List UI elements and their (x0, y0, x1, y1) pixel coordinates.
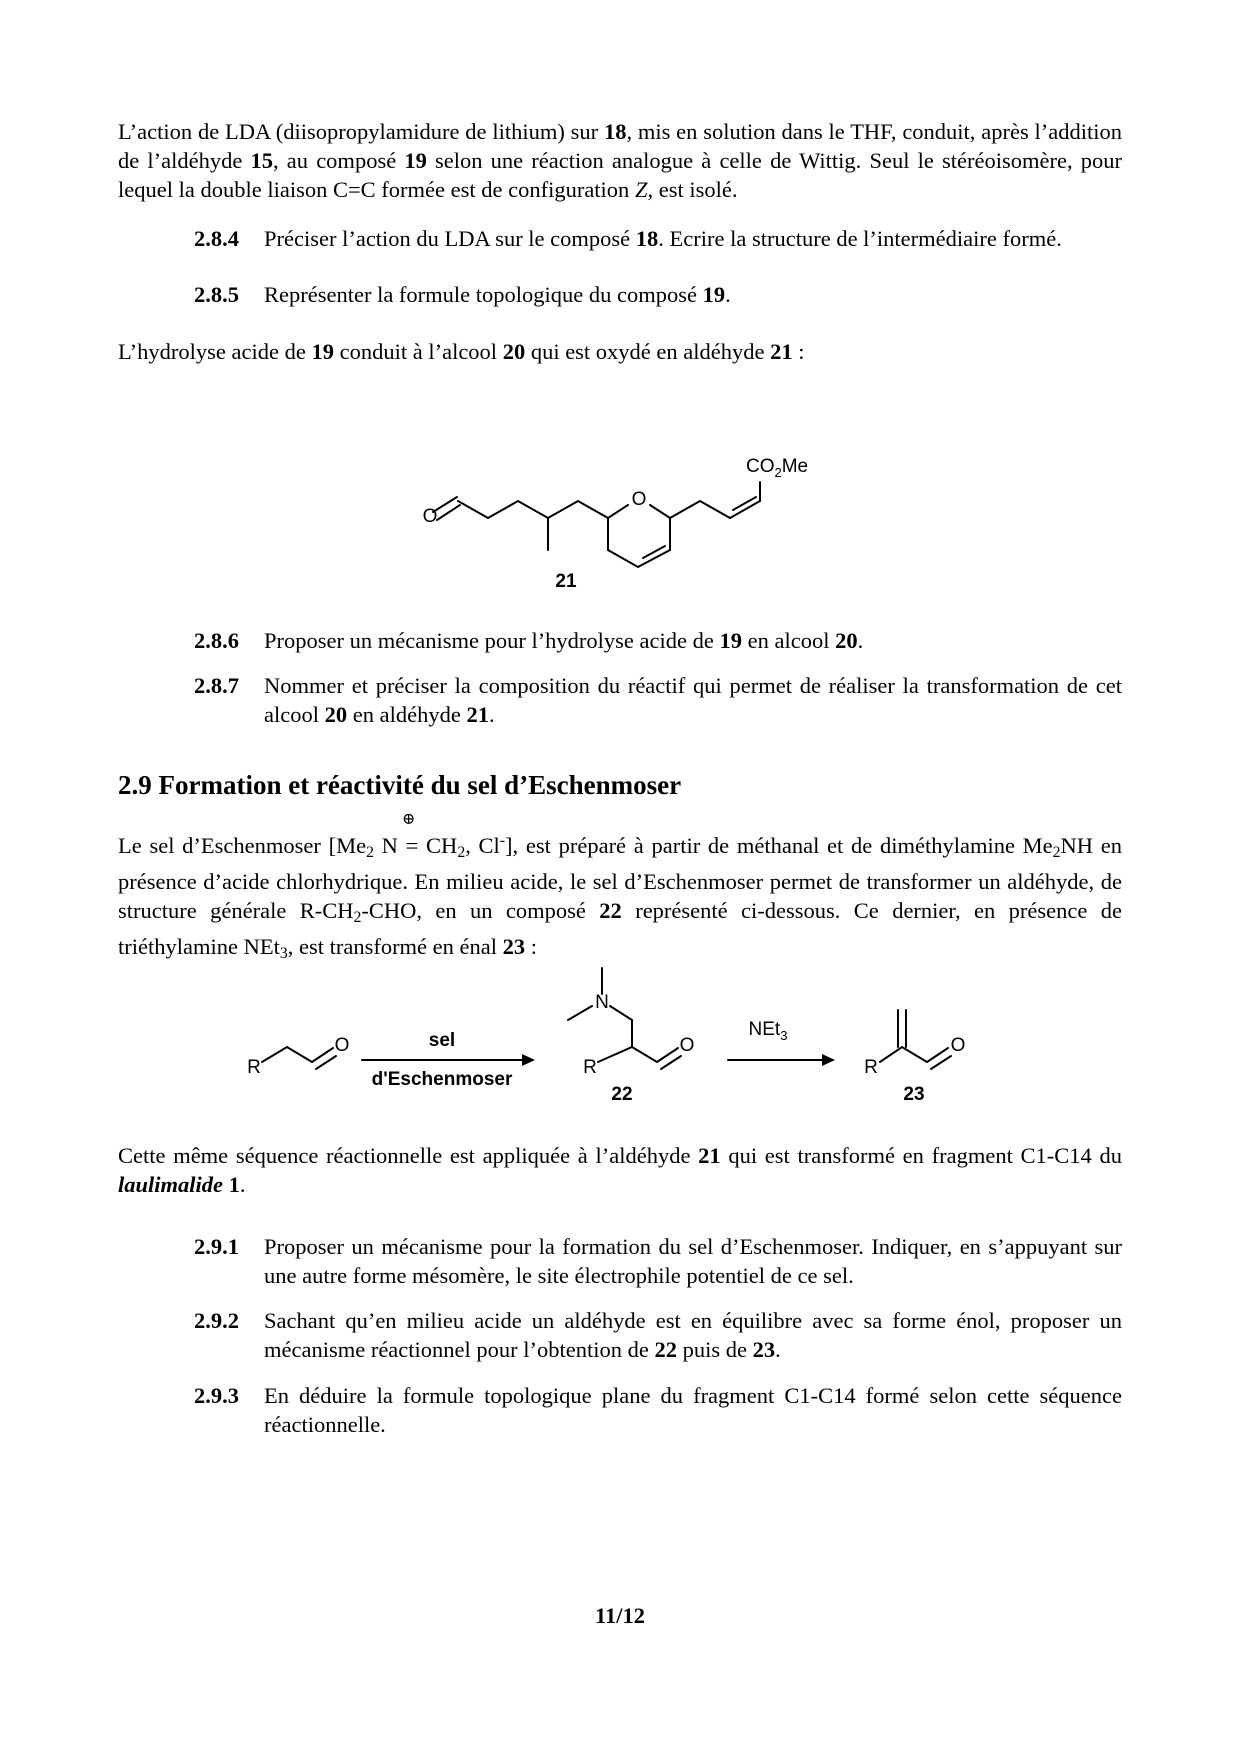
eschenmoser-paragraph (118, 826, 1122, 968)
ring-oxygen-atom: O (631, 489, 647, 510)
compound-ref: 22 (654, 1337, 677, 1362)
side-chain-bonds (670, 501, 730, 518)
positive-charge-symbol: ⊕ (402, 811, 416, 828)
text-span: NH en présence d’acide chlorhydrique. En milieu acide, le sel d’Eschenmoser permet de transformer un aldéhyde, de structure générale R-CH (118, 832, 1122, 923)
text-span: Le sel d’Eschenmoser [Me (118, 832, 367, 858)
text-span: N = CH (373, 832, 458, 858)
ester-subscript: 2 (774, 465, 782, 480)
r-group: R (247, 1057, 261, 1078)
r-group: R (864, 1057, 878, 1078)
arrow-1-top-label: sel (428, 1030, 456, 1051)
compound-label: 22 (611, 1084, 633, 1105)
question-2-8-5 (194, 280, 1122, 309)
arrow-1-bottom-label: d'Eschenmoser (371, 1069, 513, 1090)
text-span: représenté ci-dessous. Ce dernier, en présence de triéthylamine NEt (118, 897, 1122, 959)
subscript: 2 (457, 843, 466, 861)
question-number: 2.8.7 (194, 673, 239, 698)
compound-ref: 20 (502, 339, 526, 364)
subscript: 2 (366, 843, 374, 861)
text-span: . (857, 628, 864, 653)
chain-bonds (598, 1047, 657, 1062)
cis-double-bond-inner (733, 497, 756, 510)
text-span: Sachant qu’en milieu acide un aldéhyde est en équilibre avec sa forme énol, proposer un mécanisme réactionnel pour l’obtention de (264, 1308, 1122, 1362)
compound-ref: 20 (835, 628, 858, 653)
question-number: 2.8.6 (194, 628, 239, 653)
question-number: 2.8.5 (194, 282, 239, 307)
molecule-21-structure (400, 440, 830, 600)
ester-group (746, 456, 808, 480)
compound-ref: 21 (770, 339, 793, 364)
text-span: . Ecrire la structure de l’intermédiaire formé. (658, 226, 1062, 251)
question-2-8-7 (194, 671, 1122, 729)
n-ch2-bond (610, 1006, 632, 1020)
question-text: Proposer un mécanisme pour la formation du sel d’Eschenmoser. Indiquer, en s’appuyant sur une autre forme mésomère, le site électrophile potentiel de ce sel. (264, 1234, 1122, 1288)
text-span: ], est préparé à partir de méthanal et de diméthylamine Me (505, 832, 1053, 858)
text-span: : (792, 339, 805, 364)
question-number: 2.9.2 (194, 1308, 239, 1333)
question-2-9-2 (194, 1306, 1122, 1364)
text-span: , au composé (273, 148, 405, 173)
ring-bonds (608, 518, 670, 567)
text-span: : (525, 933, 538, 959)
text-span: . (725, 282, 731, 307)
hydrolysis-paragraph (118, 337, 1122, 366)
reagent-text: NEt (748, 1019, 781, 1040)
section-heading: 2.9 Formation et réactivité du sel d’Eschenmoser (118, 770, 682, 800)
compound-ref: 23 (752, 1337, 776, 1362)
question-text (264, 626, 1122, 655)
text-span: conduit à l’alcool (333, 339, 503, 364)
chain-bonds (880, 1047, 927, 1062)
text-span: qui est transformé en fragment C1-C14 du (720, 1143, 1122, 1168)
compound-label: 21 (555, 571, 577, 592)
nitrogen-atom: N (595, 992, 609, 1013)
compound-ref: 21 (466, 702, 489, 727)
text-span: Nommer et préciser la composition du réactif qui permet de réaliser la transformation de cet alcool (264, 673, 1122, 727)
text-span: , mis en solution dans le THF, conduit, après l’addition de l’aldéhyde (118, 119, 1122, 173)
compound-ref: 19 (719, 628, 742, 653)
text-span: qui est oxydé en aldéhyde (525, 339, 771, 364)
question-text (264, 671, 1122, 729)
reagent-subscript: 3 (780, 1028, 788, 1043)
compound-ref: 20 (324, 702, 348, 727)
text-span: Représenter la formule topologique du composé (264, 282, 703, 307)
ring-bond (650, 505, 670, 518)
intro-paragraph (118, 117, 1122, 204)
compound-ref: 21 (698, 1143, 721, 1168)
reaction-scheme (230, 955, 1010, 1125)
text-span: . (239, 1172, 246, 1197)
question-2-8-6 (194, 626, 1122, 655)
subscript: 2 (353, 908, 362, 926)
compound-ref: 22 (599, 897, 622, 923)
subscript: 2 (1052, 843, 1061, 861)
question-text (264, 280, 1122, 309)
ester-text: Me (781, 456, 809, 477)
question-number: 2.9.3 (194, 1383, 239, 1408)
oxygen-atom: O (334, 1035, 350, 1056)
arrow-head (522, 1054, 535, 1066)
r-group: R (583, 1057, 597, 1078)
text-span: . (775, 1337, 781, 1362)
question-text (264, 1306, 1122, 1364)
compound-label: 23 (903, 1084, 925, 1105)
compound-ref: 19 (404, 148, 427, 173)
question-2-9-3 (194, 1381, 1122, 1439)
oxygen-atom: O (950, 1035, 966, 1056)
text-span: puis de (677, 1337, 753, 1362)
text-span: selon une réaction analogue à celle de Wittig. Seul le stéréoisomère, pour lequel la double liaison C=C formée est de configuration (118, 148, 1122, 202)
ester-text: CO (746, 456, 775, 477)
text-span: Cette même séquence réactionnelle est appliquée à l’aldéhyde (118, 1143, 699, 1168)
arrow-2-top-label (749, 1019, 788, 1043)
chain-bonds (262, 1047, 312, 1062)
text-span: L’action de LDA (diisopropylamidure de lithium) sur (118, 119, 604, 144)
n-methyl-bond (568, 1006, 592, 1020)
oxygen-atom: O (422, 506, 438, 527)
text-span: -CHO, en un composé (361, 897, 600, 923)
text-span: . (488, 702, 495, 727)
text-span: , Cl (465, 832, 500, 858)
compound-ref: 19 (311, 339, 334, 364)
text-span: , est transformé en énal (287, 933, 503, 959)
text-span: en alcool (742, 628, 836, 653)
text-span: en aldéhyde (347, 702, 467, 727)
compound-ref: 23 (502, 933, 526, 959)
compound-ref: 15 (250, 148, 274, 173)
question-2-8-4 (194, 224, 1122, 253)
text-span: L’hydrolyse acide de (118, 339, 312, 364)
arrow-head (822, 1054, 835, 1066)
text-span: Proposer un mécanisme pour l’hydrolyse acide de (264, 628, 720, 653)
config-label: Z (634, 177, 648, 202)
compound-ref: 18 (603, 119, 627, 144)
subscript: 3 (279, 944, 288, 962)
sequence-paragraph (118, 1141, 1122, 1199)
superscript: - (499, 832, 506, 849)
oxygen-atom: O (679, 1035, 695, 1056)
text-span: Préciser l’action du LDA sur le composé (264, 226, 636, 251)
page-number: 11/12 (594, 1603, 645, 1628)
question-text (264, 224, 1122, 253)
question-number: 2.9.1 (194, 1234, 239, 1259)
ring-double-bond (643, 546, 665, 558)
text-span: , est isolé. (647, 177, 738, 202)
natural-product-name: laulimalide (118, 1172, 224, 1197)
question-2-9-1 (194, 1232, 1122, 1290)
compound-ref: 19 (702, 282, 726, 307)
compound-ref: 1 (228, 1172, 240, 1197)
question-text: En déduire la formule topologique plane du fragment C1-C14 formé selon cette séquence réactionnelle. (264, 1383, 1122, 1437)
chain-bonds (458, 501, 608, 518)
question-number: 2.8.4 (194, 226, 239, 251)
compound-ref: 18 (635, 226, 659, 251)
ring-bond (608, 505, 628, 518)
